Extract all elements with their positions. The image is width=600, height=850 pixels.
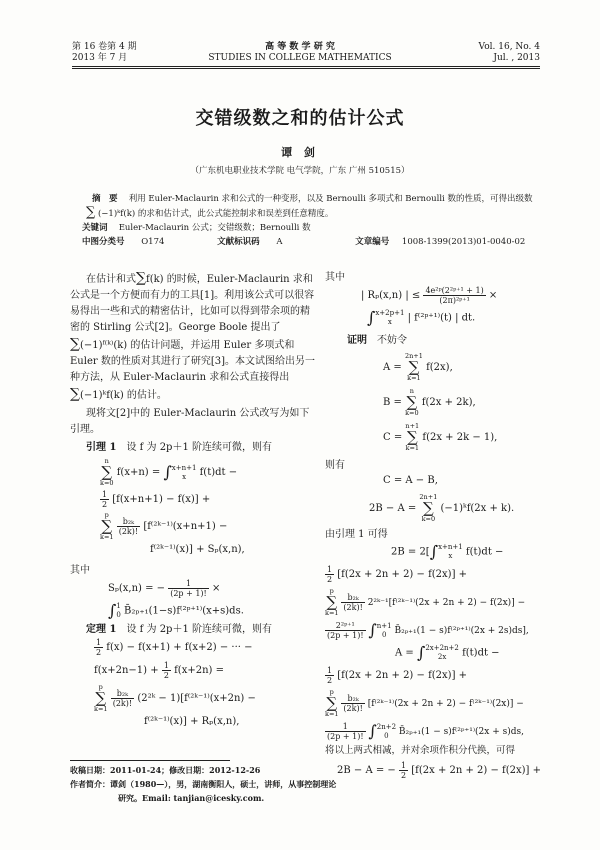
integral-symbol: ∫ — [368, 620, 377, 640]
eq-term: B̄₂ₚ₊₁(1−s)f⁽²ᵖ⁺¹⁾(x+s)ds. — [124, 605, 244, 617]
article-number-value: 1008-1399(2013)01-0040-02 — [401, 237, 526, 247]
frac-num: b₂ₖ — [341, 593, 364, 603]
int-upper: x+n+1 — [438, 543, 463, 551]
abstract-label: 摘 要 — [92, 194, 118, 204]
sum-symbol: ∑ — [70, 336, 80, 352]
eq-line — [100, 458, 315, 487]
int-lower: 0 — [381, 630, 387, 639]
sum-lower: k=1 — [405, 444, 420, 452]
sum-operator — [419, 494, 437, 523]
int-lower: 0 — [384, 731, 389, 740]
fraction-bernoulli — [341, 694, 364, 713]
intro-text-c: (−1)ᶠ⁽ᵏ⁾(k) 的估计问题，并运用 Euler 多项式和 Euler 数的性质对其进行了研究[3]。本文试图给出另一种方法，从 Euler-Maclaurin 求和公式直接得出 — [70, 340, 315, 383]
def-A — [383, 353, 540, 382]
sum-upper: n — [104, 457, 109, 465]
fraction-half — [162, 661, 171, 680]
fraction-half — [325, 565, 334, 584]
issue-date-en: Jul. , 2013 — [493, 53, 540, 63]
sum-lower: k=1 — [94, 705, 108, 713]
frac-den: (2k)! — [343, 603, 363, 612]
eq-A-line3 — [325, 689, 540, 718]
sum-upper: p — [104, 511, 109, 519]
frac-den: 2 — [400, 771, 407, 780]
then-label: 则有 — [325, 460, 345, 471]
fraction-half — [94, 638, 103, 657]
sum-upper: 2n+1 — [404, 352, 423, 360]
C-relation: C = A − B, — [383, 475, 438, 486]
integral-limits — [116, 602, 120, 620]
eq-line: f⁽²ᵏ⁻¹⁾(x)] + Sₚ(x,n), — [150, 544, 245, 555]
article-number-label: 文章编号 — [355, 237, 390, 247]
eq-term: 2B = 2[ — [391, 546, 430, 558]
author-email: 研究。Email: tanjian@icesky.com. — [118, 793, 265, 803]
frac-den: (2k)! — [343, 704, 363, 713]
eq-term: (−1)ᵏf(2x + k). — [440, 503, 515, 514]
integral-limits — [172, 464, 197, 482]
by-lemma: 由引理 1 可得 — [325, 529, 388, 540]
header-rule — [72, 66, 540, 67]
def-B — [383, 388, 540, 417]
sum-upper: p — [98, 683, 103, 691]
int-upper: 2n+2 — [376, 722, 397, 731]
eq-term: [f⁽²ᵏ⁻¹⁾(2x + 2n + 2) − f⁽²ᵏ⁻¹⁾(2x)] − — [367, 699, 524, 709]
intro-text-b: f(k) 的时候，Euler-Maclaurin 求和公式是一个方便而有力的工具[1]。利用该公式可以很容易得出一些和式的精密估计，比如可以得到带余项的精密的 Stirling 公式[2]。George Boole 提出了 — [70, 274, 315, 333]
eq-2B — [391, 543, 540, 561]
intro-text-a: 在估计和式 — [86, 274, 136, 285]
frac-den: 2 — [327, 676, 333, 685]
footnote-author-2 — [118, 792, 264, 805]
eq-2B-line3 — [325, 588, 540, 617]
sum-operator — [94, 684, 108, 713]
eq-term: Sₚ(x,n) = − — [108, 583, 166, 594]
eq-line — [367, 309, 540, 327]
eq-term: f(x+n) = — [116, 467, 161, 478]
frac-den: 2 — [163, 671, 169, 680]
twoB-minus-A — [369, 494, 540, 523]
lemma-statement — [70, 440, 315, 456]
eq-A — [395, 644, 540, 662]
fraction-factorial — [168, 579, 209, 598]
footnote-rule — [70, 760, 230, 761]
eq-term: f(2x), — [426, 362, 453, 373]
issue-date: 2013 年 7 月 — [72, 53, 128, 63]
frac-num: 1 — [325, 722, 366, 732]
keywords-text: Euler-Maclaurin 公式；交错级数；Bernoulli 数 — [118, 223, 311, 233]
eq-line — [100, 490, 315, 509]
journal-name — [200, 42, 400, 64]
sum-symbol: ∑ — [86, 205, 96, 220]
where-label: 其中 — [325, 272, 345, 283]
eq-term: f(t)dt − — [462, 647, 500, 659]
frac-num: 2²ᵖ⁺¹ — [325, 621, 366, 631]
fraction-half — [100, 490, 109, 509]
frac-den: 2 — [102, 500, 108, 509]
eq-term: f(x+2n) = — [174, 665, 224, 676]
eq-term: 2B − A = − — [337, 765, 396, 776]
paper-author: 谭 剑 — [281, 146, 319, 159]
frac-num: 1 — [102, 490, 108, 499]
frac-den: (2π)²ᵖ⁺¹ — [439, 296, 470, 305]
clc-value: O174 — [141, 237, 165, 247]
abstract-text-2: (−1)ᵏf(k) 的求和估计式，此公式能控制求和误差到任意精度。 — [97, 209, 334, 219]
sum-symbol: ∑ — [95, 689, 107, 707]
abstract-line-1 — [92, 192, 547, 206]
volume-issue-en: Vol. 16, No. 4 — [478, 42, 540, 52]
footnote-received — [70, 764, 260, 777]
eq-final — [337, 761, 540, 780]
frac-num: 1 — [327, 565, 333, 574]
eq-term: | f⁽²ᵖ⁺¹⁾(t) | dt. — [407, 312, 476, 324]
int-upper: x+n+1 — [171, 463, 197, 472]
header-rule-2 — [72, 68, 540, 69]
eq-term: B = — [383, 397, 402, 408]
eq-term: f(2x + 2k − 1), — [422, 432, 498, 443]
sum-symbol: ∑ — [423, 499, 434, 517]
eq-term: f(t)dt − — [465, 546, 504, 558]
sum-upper: p — [329, 688, 334, 696]
eq-line — [94, 661, 315, 680]
eq-term: [f(2x + 2n + 2) − f(2x)] + — [337, 569, 468, 580]
integral-limits — [438, 543, 463, 561]
integral-limits — [425, 644, 459, 662]
eq-term: | Rₚ(x,n) | ≤ — [361, 290, 421, 301]
eq-term: [f(2x + 2n + 2) − f(2x)] + — [337, 670, 468, 681]
integral-symbol: ∫ — [416, 643, 426, 662]
eq-term: f(x) − f(x+1) + f(x+2) − ··· − — [106, 642, 253, 653]
proof-text: 不妨令 — [377, 335, 407, 346]
frac-den: (2p + 1)! — [170, 589, 207, 598]
int-upper: x+2p+1 — [375, 309, 405, 317]
eq-line — [361, 286, 540, 305]
sum-symbol: ∑ — [406, 428, 418, 446]
frac-num: 1 — [327, 666, 333, 675]
abstract-line-2 — [86, 206, 547, 221]
sum-operator — [405, 353, 423, 382]
c-eq: C = — [383, 432, 403, 443]
classification-line — [82, 235, 547, 249]
integral-limits — [377, 622, 392, 640]
author-info: 作者简介：谭剑（1980—），男，湖南衡阳人，硕士，讲师，从事控制理论 — [70, 779, 337, 789]
eq-line: f⁽²ᵏ⁻¹⁾(x)] + Rₚ(x,n), — [144, 716, 240, 727]
eq-line — [108, 602, 315, 620]
eq-A-line2 — [325, 666, 540, 685]
intro-paragraph — [70, 270, 315, 404]
fraction-bernoulli — [117, 517, 140, 536]
frac-den: 2 — [96, 648, 102, 657]
sum-upper: p — [329, 587, 334, 595]
integral-limits — [375, 309, 404, 327]
eq-term: [f⁽²ᵏ⁻¹⁾(x+n+1) − — [143, 521, 228, 532]
integral-limits — [377, 723, 396, 741]
frac-den: (2p + 1)! — [327, 631, 364, 640]
int-lower: x — [182, 472, 187, 481]
remainder-bound — [361, 286, 540, 327]
eq-term: B̄₂ₚ₊₁(1 − s)f⁽²ᵖ⁺¹⁾(2x + 2s)ds], — [394, 626, 529, 636]
times-sign: × — [488, 290, 498, 301]
int-lower: x — [387, 318, 392, 326]
sum-lower: k=1 — [325, 609, 339, 617]
eq-line — [100, 512, 315, 541]
eq-2B-line4 — [325, 621, 540, 640]
eq-term: (2²ᵏ − 1)[f⁽²ᵏ⁻¹⁾(x+2n) − — [137, 693, 256, 704]
footnote-author — [70, 778, 336, 791]
int-lower: x — [448, 552, 453, 560]
sum-operator — [405, 388, 419, 417]
sum-operator — [100, 512, 114, 541]
sum-upper: n+1 — [405, 422, 420, 430]
right-column — [325, 270, 540, 780]
theorem-label: 定理 1 — [86, 624, 117, 635]
theorem-text: 设 f 为 2p＋1 阶连续可微，则有 — [126, 624, 272, 635]
sum-lower: k=0 — [421, 515, 436, 523]
frac-num: 1 — [168, 579, 209, 589]
sum-lower: k=1 — [325, 710, 339, 718]
sum-lower: k=1 — [407, 374, 421, 382]
def-C — [383, 423, 540, 452]
frac-num: b₂ₖ — [111, 689, 134, 699]
sum-upper: n — [409, 387, 414, 395]
fraction-bernoulli — [111, 689, 134, 708]
eq-2B-line2 — [325, 565, 540, 584]
frac-num: 4e²ᵖ(2²ᵖ⁺¹ + 1) — [425, 286, 484, 295]
sum-operator — [405, 423, 419, 452]
eq-term: f(t)dt − — [199, 467, 238, 478]
sum-operator — [100, 458, 114, 487]
left-column — [70, 270, 315, 729]
eq-term: 2²ᵏ⁻¹[f⁽²ᵏ⁻¹⁾(2x + 2n + 2) − f(2x)] − — [367, 598, 526, 608]
remainder-equation — [108, 579, 315, 620]
sum-symbol: ∑ — [101, 463, 113, 481]
rewrite-paragraph: 现将文[2]中的 Euler-Maclaurin 公式改写为如下引理。 — [70, 408, 310, 435]
lemma-equation — [100, 458, 315, 557]
journal-name-en: STUDIES IN COLLEGE MATHEMATICS — [208, 53, 392, 63]
fraction-half — [325, 666, 334, 685]
sum-upper: 2n+1 — [419, 493, 438, 501]
received-date: 收稿日期：2011-01-24；修改日期：2012-12-26 — [70, 765, 261, 775]
lemma-label: 引理 1 — [86, 442, 117, 453]
journal-volume-en — [440, 42, 540, 64]
int-upper: n+1 — [376, 621, 392, 630]
int-lower: 0 — [116, 611, 121, 619]
frac-den: (2p + 1)! — [327, 732, 364, 741]
theorem-equation — [94, 638, 315, 729]
proof-label: 证明 — [347, 335, 367, 346]
sum-operator — [325, 588, 339, 617]
journal-volume — [72, 42, 137, 64]
eq-term: [f(2x + 2n + 2) − f(2x)] + — [411, 765, 542, 776]
fraction-bernoulli — [341, 593, 364, 612]
sum-symbol: ∑ — [408, 358, 420, 376]
intro-text-d: (−1)ᵏf(k) 的估计。 — [80, 390, 167, 401]
eq-A-line4 — [325, 722, 540, 741]
volume-issue: 第 16 卷第 4 期 — [72, 42, 137, 52]
eq-term: A = — [395, 647, 414, 659]
int-upper: 1 — [116, 602, 121, 610]
eq-term: f(2x + 2k), — [421, 397, 476, 408]
eq-term: A = — [383, 362, 402, 373]
sum-symbol: ∑ — [406, 393, 418, 411]
sum-symbol: ∑ — [326, 593, 338, 611]
frac-den: (2k)! — [118, 527, 139, 536]
frac-num: 1 — [96, 638, 102, 647]
fraction-factorial — [325, 722, 366, 741]
integral-symbol: ∫ — [163, 462, 172, 482]
eq-term: × — [211, 583, 221, 594]
integral-symbol: ∫ — [429, 542, 439, 561]
lemma-text: 设 f 为 2p＋1 阶连续可微，则有 — [126, 442, 272, 453]
sum-lower: k=1 — [100, 533, 114, 541]
where-label: 其中 — [70, 565, 90, 576]
paper-title: 交错级数之和的估计公式 — [195, 108, 405, 129]
frac-den: (2k)! — [112, 699, 133, 708]
frac-num: 1 — [163, 661, 169, 670]
integral-symbol: ∫ — [367, 308, 376, 327]
eq-line — [108, 579, 315, 598]
integral-symbol: ∫ — [108, 601, 117, 620]
doc-label: 文献标识码 — [217, 237, 260, 247]
eq-term: B̄₂ₚ₊₁(1 − s)f⁽²ᵖ⁺¹⁾(2x + s)ds, — [398, 727, 524, 737]
eq-line — [94, 684, 315, 713]
abstract — [82, 192, 547, 249]
keywords-line — [82, 221, 547, 235]
sum-symbol: ∑ — [101, 517, 113, 535]
paper-affiliation: （广东机电职业技术学院 电气学院，广东 广州 510515） — [190, 166, 410, 176]
sum-operator — [325, 689, 339, 718]
eq-term: f(x+2n−1) + — [94, 665, 159, 676]
journal-name-cn: 高 等 数 学 研 究 — [265, 42, 335, 52]
clc-label: 中图分类号 — [82, 237, 125, 247]
frac-num: b₂ₖ — [117, 517, 140, 527]
fraction-bound — [423, 286, 485, 305]
proof-line — [325, 333, 540, 349]
int-upper: 2x+2n+2 — [425, 644, 459, 652]
sum-symbol: ∑ — [136, 270, 146, 286]
sum-lower: k=0 — [100, 479, 114, 487]
eq-term: [f(x+n+1) − f(x)] + — [112, 494, 211, 505]
frac-num: 1 — [400, 761, 407, 770]
fraction-remainder — [325, 621, 366, 640]
abstract-text-1: 利用 Euler-Maclaurin 求和公式的一种变形，以及 Bernoulli 多项式和 Bernoulli 数的性质，可得出级数 — [128, 194, 533, 204]
combine-text: 将以上两式相减，并对余项作积分代换，可得 — [325, 745, 516, 756]
doc-value: A — [276, 237, 283, 247]
sum-symbol: ∑ — [70, 386, 80, 402]
fraction-half — [399, 761, 408, 780]
eq-line — [94, 638, 315, 657]
int-lower: 2x — [437, 653, 447, 661]
frac-num: b₂ₖ — [341, 694, 364, 704]
theorem-statement — [70, 622, 315, 638]
sum-lower: k=0 — [405, 409, 419, 417]
sum-symbol: ∑ — [326, 694, 338, 712]
frac-den: 2 — [327, 575, 333, 584]
integral-symbol: ∫ — [368, 721, 377, 741]
keywords-label: 关键词 — [82, 223, 108, 233]
eq-term: 2B − A = — [369, 503, 417, 514]
